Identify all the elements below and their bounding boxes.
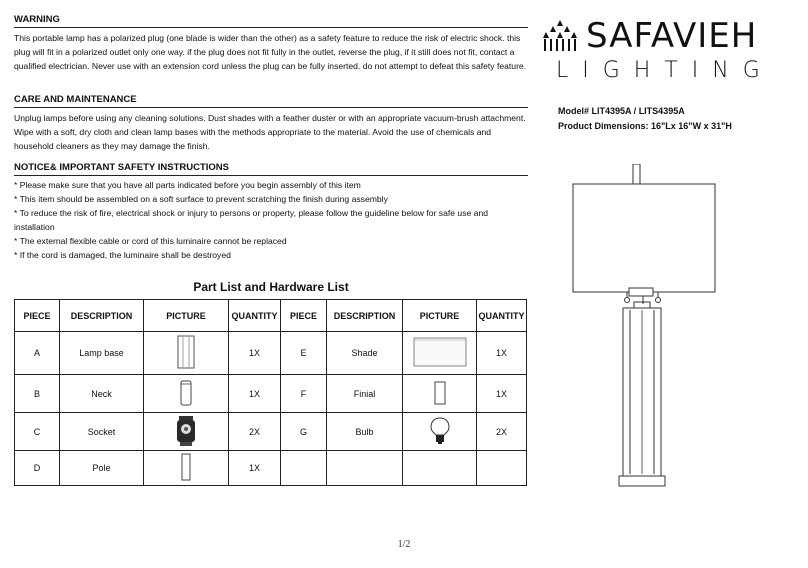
picture-cell xyxy=(403,413,477,451)
quantity-cell: 2X xyxy=(229,413,281,451)
care-section xyxy=(14,94,528,153)
page-number: 1/2 xyxy=(397,539,411,550)
picture-cell xyxy=(144,375,229,413)
notice-item: * The external flexible cable or cord of this luminaire cannot be replaced xyxy=(14,236,287,246)
description-cell: Lamp base xyxy=(60,332,144,375)
description-cell: Neck xyxy=(60,375,144,413)
brand-logo xyxy=(540,14,796,84)
description-cell xyxy=(327,451,403,486)
table-row xyxy=(15,375,527,413)
description-cell: Pole xyxy=(60,451,144,486)
brand-name: SAFAVIEH xyxy=(586,16,758,56)
notice-item: * This item should be assembled on a soft surface to prevent scratching the finish during assembly xyxy=(14,194,388,204)
piece-cell: E xyxy=(281,332,327,375)
piece-cell: D xyxy=(15,451,60,486)
description-cell: Bulb xyxy=(327,413,403,451)
piece-cell: B xyxy=(15,375,60,413)
piece-cell: G xyxy=(281,413,327,451)
header-description: DESCRIPTION xyxy=(60,300,144,332)
picture-cell xyxy=(144,451,229,486)
chandelier-icon xyxy=(540,18,580,54)
warning-body: This portable lamp has a polarized plug (one blade is wider than the other) as a safety feature to reduce the risk of electric shock. this plug will fit in a polarized outlet only one way. if the plug does not fit fully in the outlet, reverse the plug, if it still does not fit, contact a qualified electrician. Never use with an extension cord unless the plug can be fully inserted. do not attempt to defeat this safety feature. xyxy=(14,33,527,71)
picture-cell xyxy=(403,332,477,375)
brand-sub: LIGHTING xyxy=(556,58,774,83)
description-cell: Socket xyxy=(60,413,144,451)
quantity-cell: 1X xyxy=(229,332,281,375)
table-row xyxy=(15,413,527,451)
table-row xyxy=(15,332,527,375)
finial-icon xyxy=(433,381,447,405)
pole-icon xyxy=(180,453,192,481)
header-picture: PICTURE xyxy=(403,300,477,332)
notice-item: * To reduce the risk of fire, electrical shock or injury to persons or property, please follow the guideline below for safe use and installation xyxy=(14,208,489,232)
picture-cell xyxy=(144,413,229,451)
table-header-row xyxy=(15,300,527,332)
bulb-icon xyxy=(430,417,450,445)
neck-icon xyxy=(178,380,194,406)
quantity-cell xyxy=(477,451,527,486)
header-quantity: QUANTITY xyxy=(477,300,527,332)
notice-list xyxy=(14,178,528,262)
warning-section xyxy=(14,14,528,73)
quantity-cell: 1X xyxy=(229,375,281,413)
socket-icon xyxy=(175,415,197,447)
parts-title: Part List and Hardware List xyxy=(193,280,349,294)
parts-table xyxy=(14,299,527,486)
description-cell: Shade xyxy=(327,332,403,375)
notice-item: * If the cord is damaged, the luminaire shall be destroyed xyxy=(14,250,231,260)
model-number: Model# LIT4395A / LITS4395A xyxy=(558,106,685,116)
shade-icon xyxy=(412,336,468,368)
quantity-cell: 2X xyxy=(477,413,527,451)
header-piece: PIECE xyxy=(15,300,60,332)
piece-cell xyxy=(281,451,327,486)
care-body: Unplug lamps before using any cleaning solutions. Dust shades with a feather duster or with an appropriate vacuum-brush attachment. Wipe with a soft, dry cloth and clean lamp bases with the methods appropriate to the material. Avoid the use of chemicals and household cleaners as they may damage the finish. xyxy=(14,113,526,151)
header-picture: PICTURE xyxy=(144,300,229,332)
picture-cell xyxy=(403,451,477,486)
care-title: CARE AND MAINTENANCE xyxy=(14,94,528,108)
warning-title: WARNING xyxy=(14,14,528,28)
quantity-cell: 1X xyxy=(229,451,281,486)
lamp-diagram xyxy=(570,164,720,500)
piece-cell: F xyxy=(281,375,327,413)
lamp-base-icon xyxy=(176,335,196,369)
piece-cell: C xyxy=(15,413,60,451)
header-quantity: QUANTITY xyxy=(229,300,281,332)
quantity-cell: 1X xyxy=(477,332,527,375)
piece-cell: A xyxy=(15,332,60,375)
product-info xyxy=(558,104,732,134)
header-description: DESCRIPTION xyxy=(327,300,403,332)
picture-cell xyxy=(403,375,477,413)
picture-cell xyxy=(144,332,229,375)
table-row xyxy=(15,451,527,486)
notice-item: * Please make sure that you have all parts indicated before you begin assembly of this item xyxy=(14,180,361,190)
description-cell: Finial xyxy=(327,375,403,413)
quantity-cell: 1X xyxy=(477,375,527,413)
product-dimensions: Product Dimensions: 16"Lx 16"W x 31"H xyxy=(558,121,732,131)
notice-section xyxy=(14,162,528,262)
header-piece: PIECE xyxy=(281,300,327,332)
notice-title: NOTICE& IMPORTANT SAFETY INSTRUCTIONS xyxy=(14,162,528,176)
